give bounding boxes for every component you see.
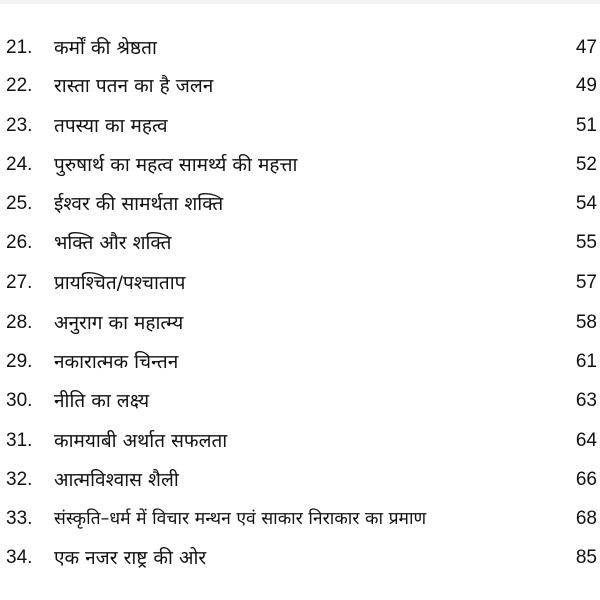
toc-entry-title: प्रायश्चित/पश्चाताप — [54, 272, 186, 294]
toc-entry-title: ईश्वर की सामर्थता शक्ति — [54, 193, 224, 215]
toc-entry-number: 31. — [6, 430, 33, 451]
toc-entry-title: आत्मविश्वास शैली — [54, 469, 179, 491]
toc-entry-page: 55 — [575, 232, 597, 253]
toc-entry — [0, 186, 600, 222]
toc-entry-title: पुरुषार्थ का महत्व सामर्थ्य की महत्ता — [54, 154, 298, 176]
toc-entry-page: 64 — [575, 430, 597, 451]
toc-entry-page: 68 — [575, 508, 597, 529]
toc-entry-number: 26. — [6, 232, 33, 253]
toc-entry-title: एक नजर राष्ट्र की ओर — [54, 547, 207, 569]
toc-entry-number: 23. — [6, 115, 33, 136]
toc-entry-number: 22. — [6, 75, 33, 96]
toc-entry-number: 24. — [6, 154, 33, 175]
toc-entry-title: रास्ता पतन का है जलन — [54, 75, 214, 97]
toc-entry-number: 32. — [6, 469, 33, 490]
toc-entry-title: नीति का लक्ष्य — [54, 390, 150, 412]
toc-entry-page: 85 — [575, 547, 597, 568]
toc-entry-number: 28. — [6, 312, 33, 333]
toc-entry-title: अनुराग का महात्म्य — [54, 312, 184, 334]
toc-entry — [0, 108, 600, 144]
toc-entry-page: 63 — [575, 390, 597, 411]
page-top-edge — [0, 0, 600, 4]
toc-entry — [0, 540, 600, 576]
toc-entry-number: 27. — [6, 272, 33, 293]
toc-entry-page: 52 — [575, 154, 597, 175]
toc-entry-number: 30. — [6, 390, 33, 411]
toc-entry-page: 61 — [575, 351, 597, 372]
toc-entry-page: 57 — [575, 272, 597, 293]
toc-entry — [0, 265, 600, 301]
toc-entry — [0, 147, 600, 183]
toc-entry — [0, 423, 600, 459]
toc-entry-number: 33. — [6, 508, 33, 529]
toc-entry-title: कर्मों की श्रेष्ठता — [54, 37, 157, 59]
toc-entry — [0, 383, 600, 419]
toc-entry-title: संस्कृति–धर्म में विचार मन्थन एवं साकार निराकार का प्रमाण — [54, 509, 427, 529]
toc-entry-page: 49 — [575, 75, 597, 96]
toc-entry — [0, 462, 600, 498]
toc-entry-number: 29. — [6, 351, 33, 372]
toc-entry-title: तपस्या का महत्व — [54, 115, 168, 137]
toc-entry-page: 51 — [575, 115, 597, 136]
toc-entry — [0, 344, 600, 380]
toc-entry — [0, 501, 600, 537]
toc-entry — [0, 30, 600, 66]
toc-entry-number: 34. — [6, 547, 33, 568]
toc-entry-page: 54 — [575, 193, 597, 214]
toc-entry-page: 66 — [575, 469, 597, 490]
toc-entry-title: नकारात्मक चिन्तन — [54, 351, 179, 373]
toc-entry-page: 58 — [575, 312, 597, 333]
toc-entry-number: 25. — [6, 193, 33, 214]
toc-entry — [0, 68, 600, 104]
toc-entry — [0, 305, 600, 341]
toc-entry-title: भक्ति और शक्ति — [54, 232, 172, 254]
toc-entry-title: कामयाबी अर्थात सफलता — [54, 430, 228, 452]
toc-entry-number: 21. — [6, 37, 33, 58]
toc-entry — [0, 225, 600, 261]
toc-entry-page: 47 — [575, 37, 597, 58]
